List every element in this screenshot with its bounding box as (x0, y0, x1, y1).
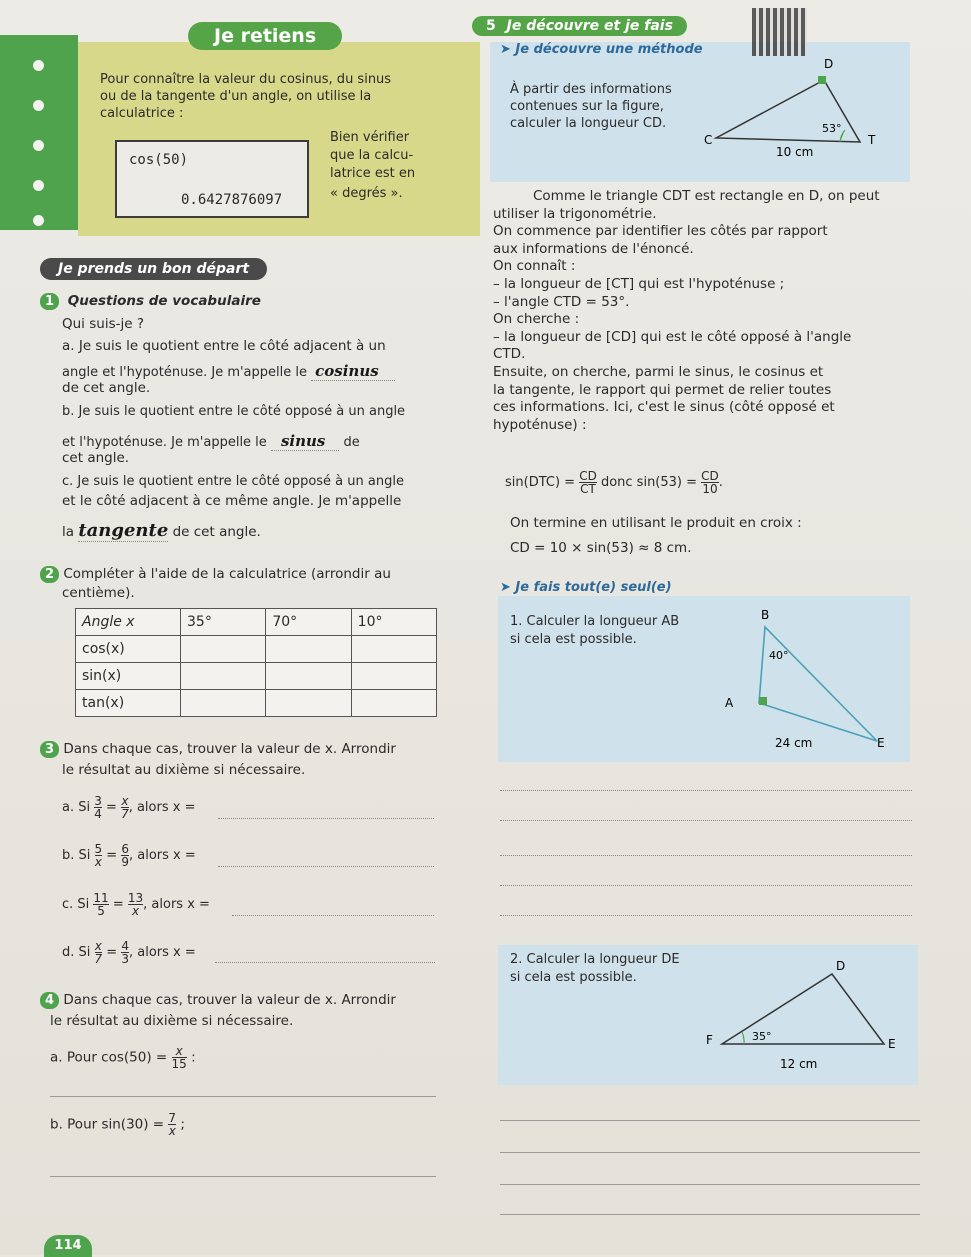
retiens-text-2: ou de la tangente d'un angle, on utilise la (100, 89, 372, 104)
table-header-row (76, 609, 437, 636)
trig-values-table (75, 608, 437, 717)
point-a-label: A (725, 696, 734, 710)
answer-line[interactable] (218, 866, 434, 867)
ex1-a-line-1: a. Je suis le quotient entre le côté adjacent à un (62, 338, 386, 354)
answer-line[interactable] (500, 820, 912, 821)
ex1-c-line-2: et le côté adjacent à ce même angle. Je m'appelle (62, 493, 402, 509)
retiens-text-1: Pour connaître la valeur du cosinus, du sinus (100, 72, 392, 87)
decouvre-line: – l'angle CTD = 53°. (493, 293, 630, 310)
table-row (76, 636, 437, 663)
decouvre-header (472, 16, 687, 36)
angle-label: 53° (822, 122, 842, 135)
ex2-title-line-1: 2 Compléter à l'aide de la calculatrice (arrondir au (40, 566, 391, 582)
ex1-b-line-2: et l'hypoténuse. Je m'appelle le sinus de (62, 432, 360, 450)
table-cell[interactable] (266, 636, 351, 663)
decouvre-intro-3: calculer la longueur CD. (510, 116, 667, 131)
ex1-b-answer[interactable]: sinus (271, 432, 339, 451)
decouvre-line: aux informations de l'énoncé. (493, 240, 694, 257)
answer-line[interactable] (500, 1120, 920, 1121)
row-label: tan(x) (76, 690, 181, 717)
margin-dot (33, 180, 44, 191)
table-header: Angle x (76, 609, 181, 636)
decouvre-line: – la longueur de [CT] qui est l'hypoténuse ; (493, 275, 785, 292)
row-label: cos(x) (76, 636, 181, 663)
right-angle-marker (759, 697, 767, 705)
ex4-item-b: b. Pour sin(30) = $\frac{7}{x}$ ; (50, 1111, 185, 1138)
calculator-input: cos(50) (129, 152, 189, 168)
seul-q1-line-1: 1. Calculer la longueur AB (510, 614, 680, 629)
ex1-c-line-1: c. Je suis le quotient entre le côté opposé à un angle (62, 474, 404, 489)
point-b-label: B (761, 608, 770, 622)
decouvre-line: hypoténuse) : (493, 416, 587, 433)
ex1-question: Qui suis-je ? (62, 316, 144, 332)
length-label: 12 cm (780, 1057, 818, 1071)
ex3-item-b: b. Si $\frac{5}{x}$ = $\frac{6}{9}$ , alors x = (62, 842, 196, 869)
retiens-text-3: calculatrice : (100, 106, 184, 121)
table-cell[interactable] (351, 636, 436, 663)
ex3-item-c: c. Si $\frac{11}{5}$ = $\frac{13}{x}$ , alors x = (62, 891, 210, 918)
seul-title: ➤ Je fais tout(e) seul(e) (500, 580, 672, 595)
retiens-title: Je retiens (188, 22, 342, 50)
decouvre-title: Je découvre et je fais (506, 18, 673, 34)
point-e-label: E (888, 1037, 896, 1051)
table-cell[interactable] (266, 663, 351, 690)
table-row (76, 663, 437, 690)
ex1-b-line-1: b. Je suis le quotient entre le côté opposé à un angle (62, 404, 406, 419)
answer-line[interactable] (500, 790, 912, 791)
point-d-label: D (824, 57, 834, 71)
answer-line[interactable] (218, 818, 434, 819)
ex1-a-line-3: de cet angle. (62, 380, 151, 396)
decouvre-lines (493, 188, 913, 434)
decouvre-line: la tangente, le rapport qui permet de relier toutes (493, 381, 832, 398)
ex3-item-a: a. Si $\frac{3}{4}$ = $\frac{x}{7}$ , alors x = (62, 794, 196, 821)
ex1-title: Questions de vocabulaire (67, 293, 261, 309)
calculator-output: 0.6427876097 (181, 192, 283, 208)
angle-label: 40° (769, 649, 789, 662)
point-f-label: F (706, 1033, 713, 1047)
angle-arc (742, 1032, 744, 1044)
answer-line[interactable] (500, 885, 912, 886)
answer-line[interactable] (215, 962, 435, 963)
seul-q2-line-1: 2. Calculer la longueur DE (510, 952, 680, 967)
seul-q2-line-2: si cela est possible. (510, 970, 637, 985)
table-cell[interactable] (266, 690, 351, 717)
row-label: sin(x) (76, 663, 181, 690)
ex1-number: 1 (40, 293, 59, 310)
ex3-item-d: d. Si $\frac{x}{7}$ = $\frac{4}{3}$ , alors x = (62, 939, 196, 966)
ex3-number: 3 (40, 741, 59, 758)
point-c-label: C (704, 133, 713, 147)
retiens-note-4: « degrés ». (330, 186, 403, 201)
decouvre-intro-2: contenues sur la figure, (510, 99, 664, 114)
point-t-label: T (868, 133, 876, 147)
ex1-b-line-3: cet angle. (62, 450, 130, 466)
length-label: 10 cm (776, 145, 814, 159)
decouvre-line: – la longueur de [CD] qui est le côté opposé à l'angle (493, 328, 852, 345)
ex4-title-line-2: le résultat au dixième si nécessaire. (50, 1013, 294, 1029)
decouvre-line: Ensuite, on cherche, parmi le sinus, le cosinus et (493, 363, 824, 380)
table-cell[interactable] (181, 663, 266, 690)
page-number: 114 (44, 1235, 92, 1257)
ex4-item-a: a. Pour cos(50) = $\frac{x}{15}$ : (50, 1044, 196, 1071)
answer-line[interactable] (500, 855, 912, 856)
exercise-number: 5 (486, 18, 496, 34)
point-d-label: D (836, 959, 846, 973)
decouvre-line: On cherche : (493, 311, 580, 328)
retiens-note-2: que la calcu- (330, 148, 414, 163)
angle-label: 35° (752, 1030, 772, 1043)
table-cell[interactable] (351, 690, 436, 717)
margin-dot (33, 60, 44, 71)
ex1-a-line-2: angle et l'hypoténuse. Je m'appelle le cosinus (62, 362, 395, 380)
decouvre-subtitle: ➤ Je découvre une méthode (500, 42, 703, 57)
triangle-abe-figure (715, 605, 900, 755)
answer-line[interactable] (50, 1176, 436, 1177)
table-row (76, 690, 437, 717)
ex1-a-answer[interactable]: cosinus (311, 362, 395, 381)
answer-line[interactable] (500, 1214, 920, 1215)
decouvre-line: On commence par identifier les côtés par rapport (493, 223, 828, 240)
seul-q1-line-2: si cela est possible. (510, 632, 637, 647)
decouvre-line: Comme le triangle CDT est rectangle en D, on peut (533, 188, 880, 204)
ex4-number: 4 (40, 992, 59, 1009)
decouvre-intro-1: À partir des informations (510, 82, 672, 97)
decouvre-line: On connaît : (493, 258, 576, 275)
answer-line[interactable] (232, 915, 434, 916)
margin-dot (33, 215, 44, 226)
triangle-dfe-figure (700, 952, 910, 1082)
table-cell[interactable] (181, 636, 266, 663)
table-header: 70° (266, 609, 351, 636)
ex3-title-line-1: 3 Dans chaque cas, trouver la valeur de x. Arrondir (40, 741, 396, 757)
ex2-title-line-2: centième). (62, 585, 135, 601)
ex4-title-line-1: 4 Dans chaque cas, trouver la valeur de x. Arrondir (40, 992, 396, 1008)
table-header: 35° (181, 609, 266, 636)
retiens-note-3: latrice est en (330, 166, 416, 181)
point-e-label: E (877, 736, 885, 750)
ex1-header (40, 293, 261, 309)
cross-product-text: On termine en utilisant le produit en croix : (510, 515, 802, 531)
ex1-c-answer[interactable]: tangente (78, 520, 169, 541)
qr-code-icon (752, 8, 807, 56)
answer-line[interactable] (500, 915, 912, 916)
triangle-abe (759, 627, 877, 741)
answer-line[interactable] (50, 1096, 436, 1097)
answer-line[interactable] (500, 1184, 920, 1185)
calculator-screen (115, 140, 309, 218)
margin-dot (33, 100, 44, 111)
table-header: 10° (351, 609, 436, 636)
triangle-dfe (722, 974, 884, 1044)
ex1-c-line-3: la tangente de cet angle. (62, 520, 261, 541)
decouvre-line: CTD. (493, 346, 526, 363)
length-label: 24 cm (775, 736, 813, 750)
decouvre-line: ces informations. Ici, c'est le sinus (côté opposé et (493, 399, 835, 416)
sine-formula: sin(DTC) = $\frac{CD}{CT}$ donc sin(53) = $\frac{CD}{10}$ . (505, 469, 723, 496)
cross-product-result: CD = 10 × sin(53) ≈ 8 cm. (510, 540, 692, 556)
ex3-title-line-2: le résultat au dixième si nécessaire. (62, 762, 306, 778)
ex2-number: 2 (40, 566, 59, 583)
margin-dot (33, 140, 44, 151)
triangle-cdt-figure (700, 50, 900, 170)
table-cell[interactable] (351, 663, 436, 690)
decouvre-line: utiliser la trigonométrie. (493, 205, 657, 222)
right-angle-marker (818, 76, 826, 84)
depart-title: Je prends un bon départ (40, 258, 267, 280)
answer-line[interactable] (500, 1152, 920, 1153)
table-cell[interactable] (181, 690, 266, 717)
retiens-note-1: Bien vérifier (330, 130, 410, 145)
